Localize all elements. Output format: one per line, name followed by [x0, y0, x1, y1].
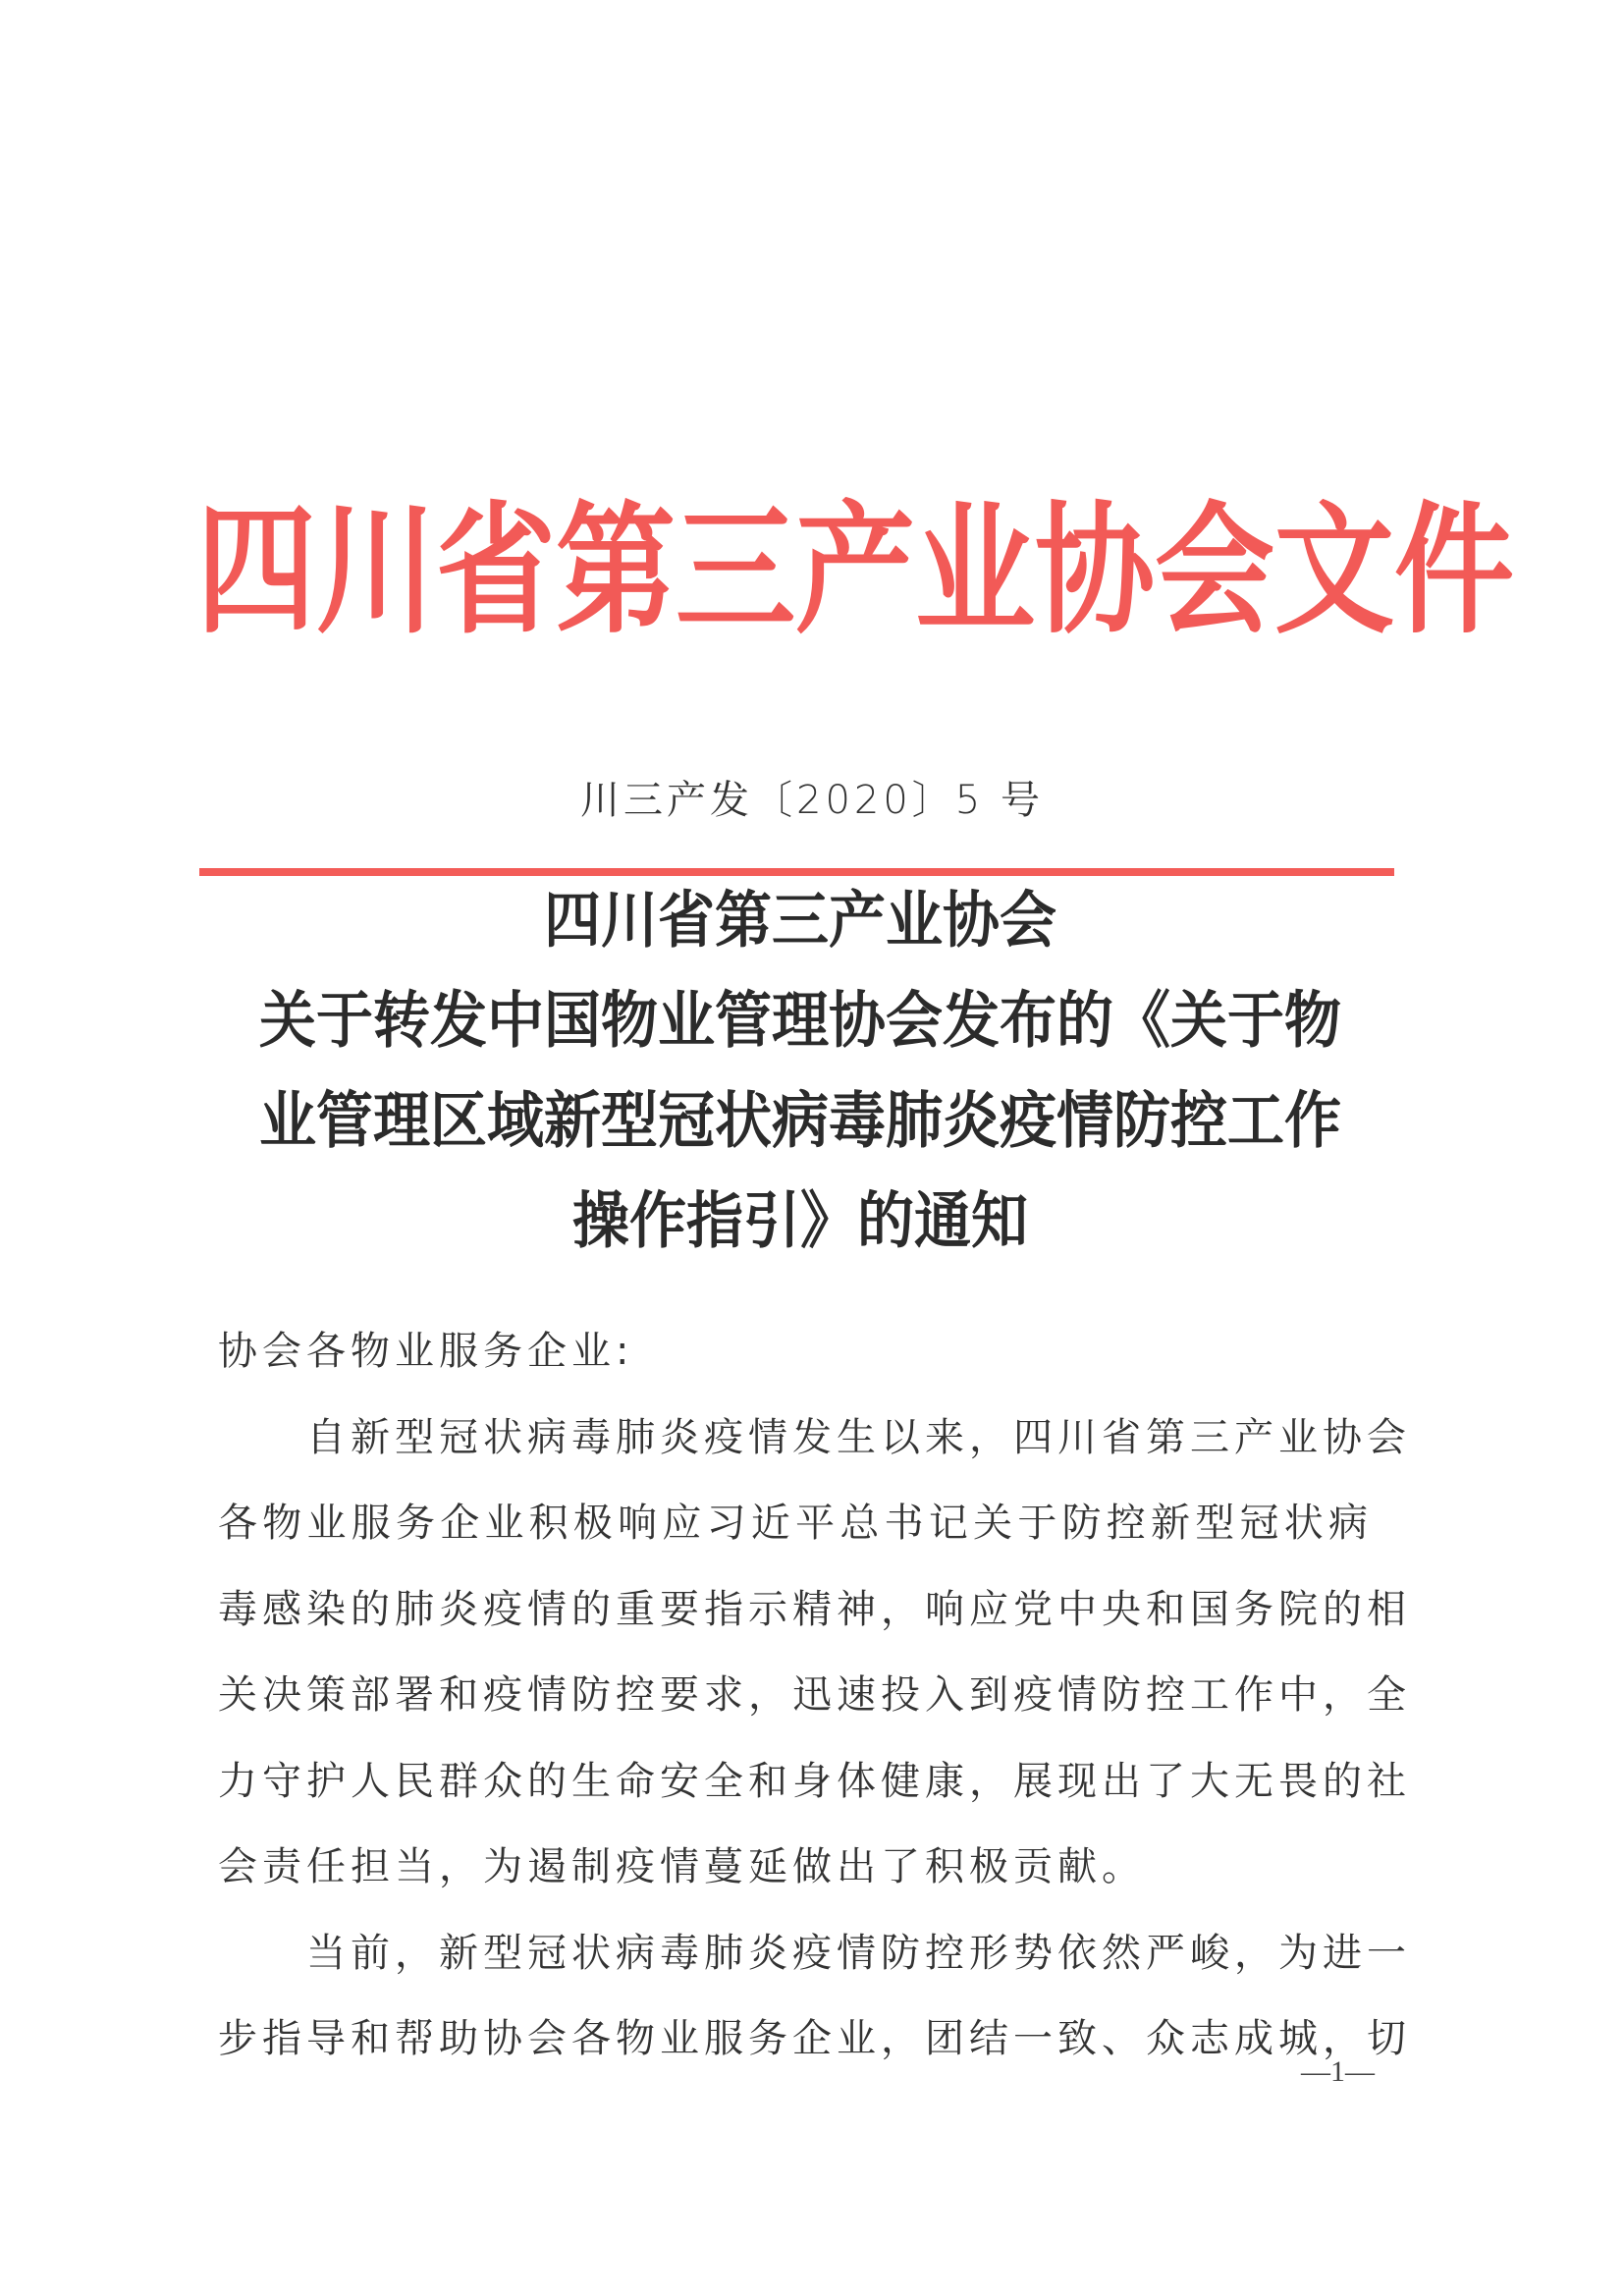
paragraph-line: 力守护人民群众的生命安全和身体健康，展现出了大无畏的社 [218, 1758, 1411, 1804]
masthead-char: 省 [436, 486, 556, 653]
masthead-char: 产 [795, 486, 915, 653]
masthead-char: 会 [1155, 486, 1274, 653]
masthead-char: 第 [556, 486, 676, 653]
paragraph-line: 各物业服务企业积极响应习近平总书记关于防控新型冠状病 [218, 1501, 1373, 1546]
masthead-char: 三 [676, 486, 795, 653]
paragraph-line: 步指导和帮助协会各物业服务企业，团结一致、众志成城，切 [218, 2016, 1411, 2061]
title-line: 操作指引》的通知 [571, 1184, 1028, 1257]
masthead-char: 协 [1035, 486, 1155, 653]
masthead-char: 业 [915, 486, 1035, 653]
masthead-char: 四 [196, 486, 316, 653]
salutation: 协会各物业服务企业: [218, 1329, 634, 1374]
document-title [216, 882, 1384, 1283]
document-body [218, 1322, 1411, 2096]
title-line: 关于转发中国物业管理协会发布的《关于物 [258, 984, 1341, 1057]
title-line: 业管理区域新型冠状病毒肺炎疫情防控工作 [258, 1084, 1341, 1157]
red-divider-rule [199, 868, 1394, 876]
paragraph-line: 会责任担当，为遏制疫情蔓延做出了积极贡献。 [218, 1844, 1146, 1889]
paragraph-line: 当前，新型冠状病毒肺炎疫情防控形势依然严峻，为进一 [306, 1930, 1411, 1976]
masthead-char: 文 [1274, 486, 1394, 653]
paragraph-line: 毒感染的肺炎疫情的重要指示精神，响应党中央和国务院的相 [218, 1586, 1411, 1632]
title-line: 四川省第三产业协会 [543, 884, 1056, 957]
page-number: —1— [1301, 2055, 1375, 2088]
paragraph-line: 自新型冠状病毒肺炎疫情发生以来，四川省第三产业协会 [306, 1414, 1411, 1460]
document-number: 川三产发〔2020〕5 号 [580, 778, 1044, 823]
masthead-char: 件 [1394, 486, 1514, 653]
paragraph-line: 关决策部署和疫情防控要求，迅速投入到疫情防控工作中，全 [218, 1672, 1411, 1718]
masthead-char: 川 [316, 486, 436, 653]
masthead-title [196, 486, 1514, 653]
